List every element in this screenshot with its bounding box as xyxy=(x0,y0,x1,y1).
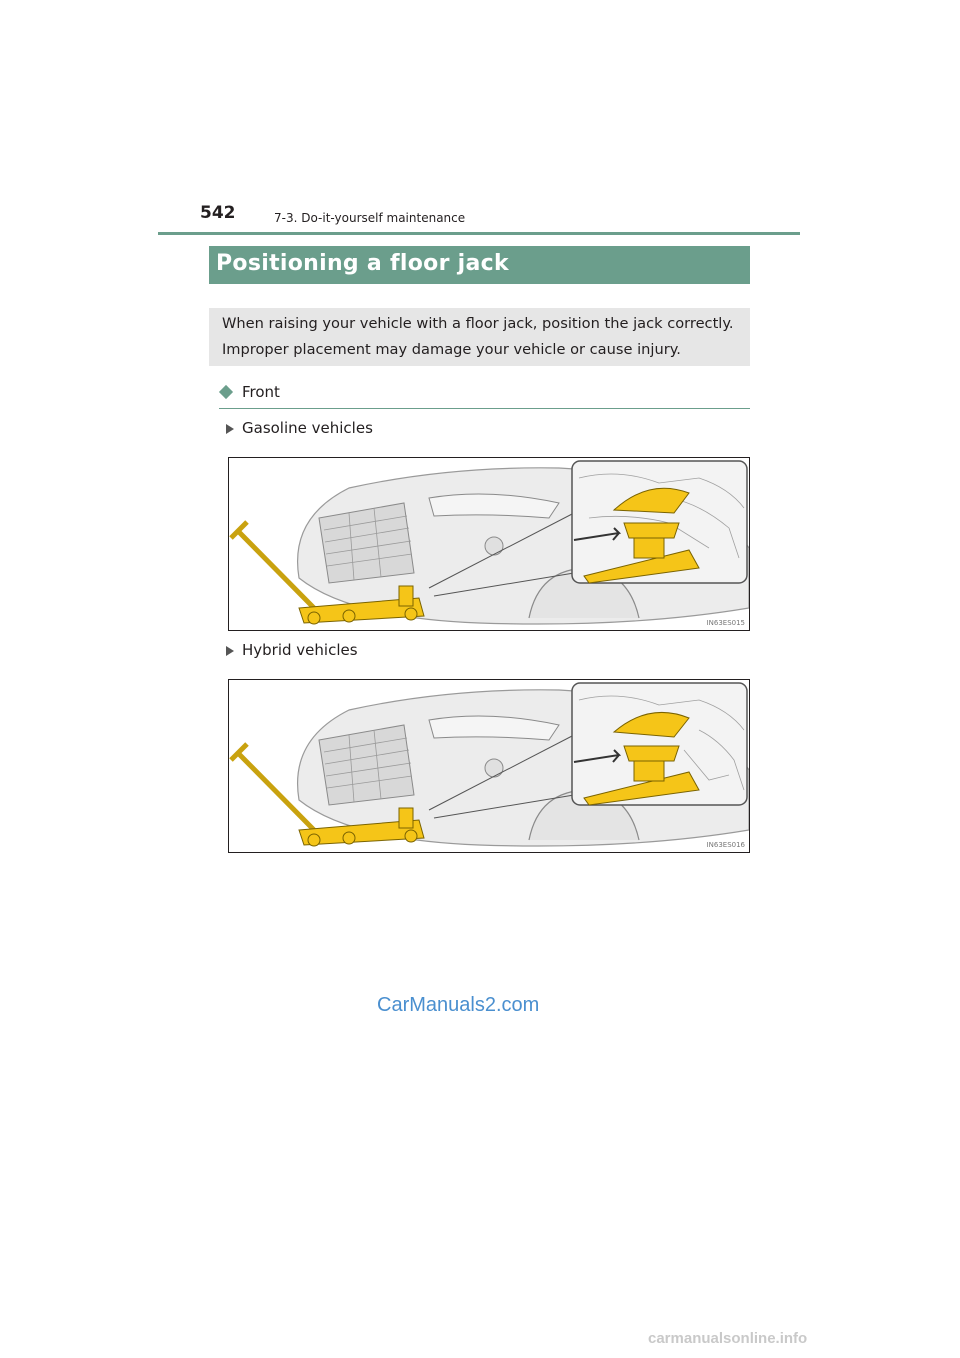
page-number: 542 xyxy=(200,203,236,223)
footer-watermark: carmanualsonline.info xyxy=(648,1330,808,1347)
image-code: IN63ES015 xyxy=(706,619,745,627)
intro-text: When raising your vehicle with a floor jack, position the jack correctly. Improper placement may damage your vehicle or cause injury. xyxy=(222,315,734,358)
illustration-hybrid xyxy=(228,679,750,853)
subsection-heading xyxy=(219,382,750,409)
header-divider xyxy=(158,232,800,235)
subsection-label: Front xyxy=(242,383,280,401)
triangle-bullet-icon xyxy=(226,646,234,656)
section-title-bar xyxy=(209,246,750,284)
page-header xyxy=(200,203,760,229)
illustration-gasoline xyxy=(228,457,750,631)
bullet-label: Hybrid vehicles xyxy=(242,641,358,659)
section-title: Positioning a floor jack xyxy=(216,251,509,276)
triangle-bullet-icon xyxy=(226,424,234,434)
intro-box xyxy=(209,308,750,366)
image-code: IN63ES016 xyxy=(706,841,745,849)
bullet-label: Gasoline vehicles xyxy=(242,419,373,437)
floor-jack-gasoline-illustration xyxy=(229,458,749,630)
watermark-link[interactable]: CarManuals2.com xyxy=(377,994,540,1016)
floor-jack-hybrid-illustration xyxy=(229,680,749,852)
diamond-bullet-icon xyxy=(219,385,233,399)
section-path: 7-3. Do-it-yourself maintenance xyxy=(274,211,466,225)
